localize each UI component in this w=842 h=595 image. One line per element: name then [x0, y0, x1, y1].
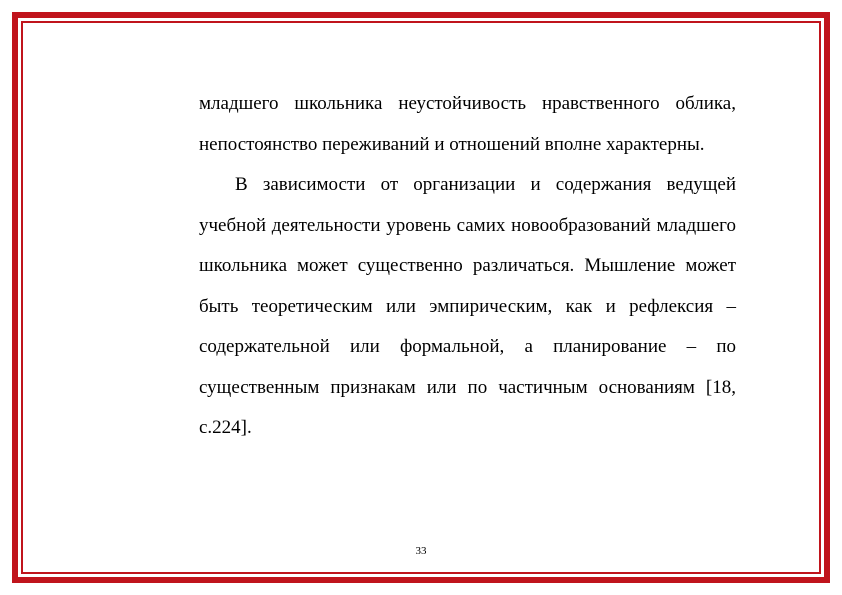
paragraph-main: В зависимости от организации и содержания ведущей учебной деятельности уровень самих новообразований младшего школьника может существенно различаться. Мышление может быть теоретическим или эмпирическим, как и рефлексия – содержательной или формальной, а планирование – по существенным признакам или по частичным основаниям [18, с.224]. [199, 174, 736, 438]
body-text [199, 84, 736, 449]
paragraph-continuation: младшего школьника неустойчивость нравственного облика, непостоянство переживаний и отношений вполне характерны. [199, 93, 736, 155]
page-number: 33 [415, 545, 427, 557]
